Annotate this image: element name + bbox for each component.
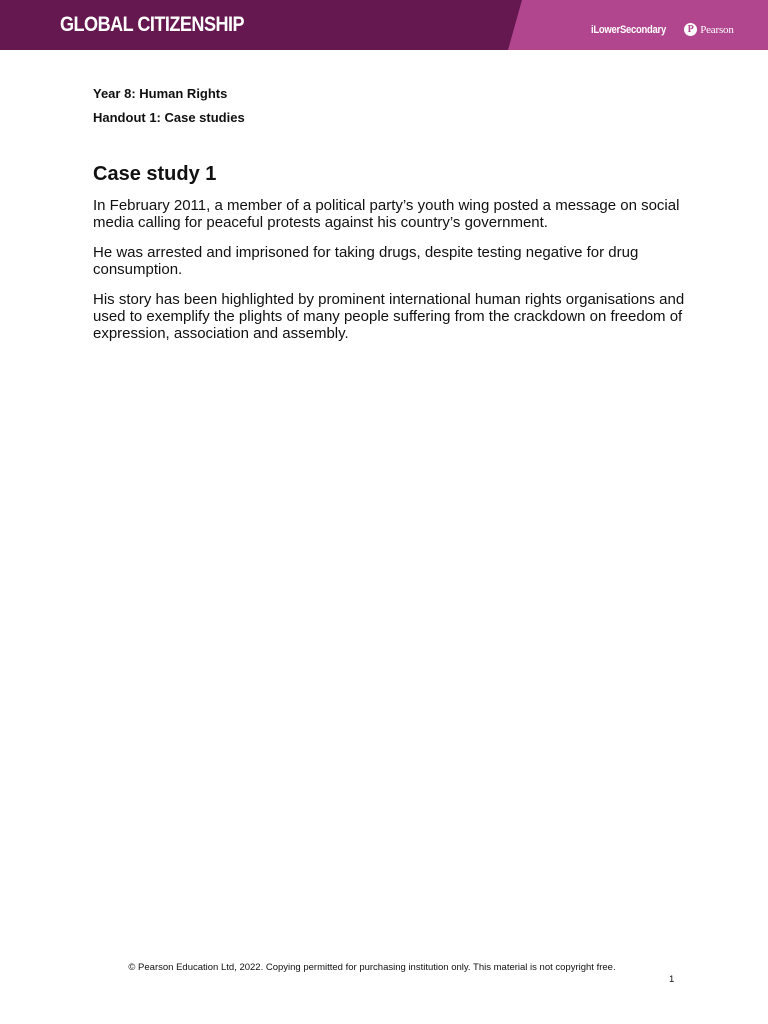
brand-lockup — [591, 23, 734, 36]
case-paragraph: He was arrested and imprisoned for taking drugs, despite testing negative for drug consumption. — [93, 244, 639, 278]
pearson-logo-icon: P — [684, 23, 697, 36]
case-paragraph: His story has been highlighted by prominent international human rights organisations and used to exemplify the plights of many people suffering from the crackdown on freedom of expression, association and assembly. — [93, 291, 685, 342]
publisher-name: Pearson — [700, 23, 734, 36]
program-name: iLowerSecondary — [591, 23, 666, 36]
case-paragraph: In February 2011, a member of a political party’s youth wing posted a message on social media calling for peaceful protests against his country’s government. — [93, 197, 680, 231]
page-number: 1 — [669, 974, 675, 985]
header-banner — [0, 0, 768, 50]
series-title: GLOBAL CITIZENSHIP — [60, 13, 245, 36]
handout-heading: Handout 1: Case studies — [93, 110, 245, 125]
copyright-notice: © Pearson Education Ltd, 2022. Copying permitted for purchasing institution only. This material is not copyright free. — [128, 962, 616, 973]
course-heading: Year 8: Human Rights — [93, 86, 228, 101]
document-body — [93, 86, 693, 355]
case-study-title: Case study 1 — [93, 163, 217, 185]
